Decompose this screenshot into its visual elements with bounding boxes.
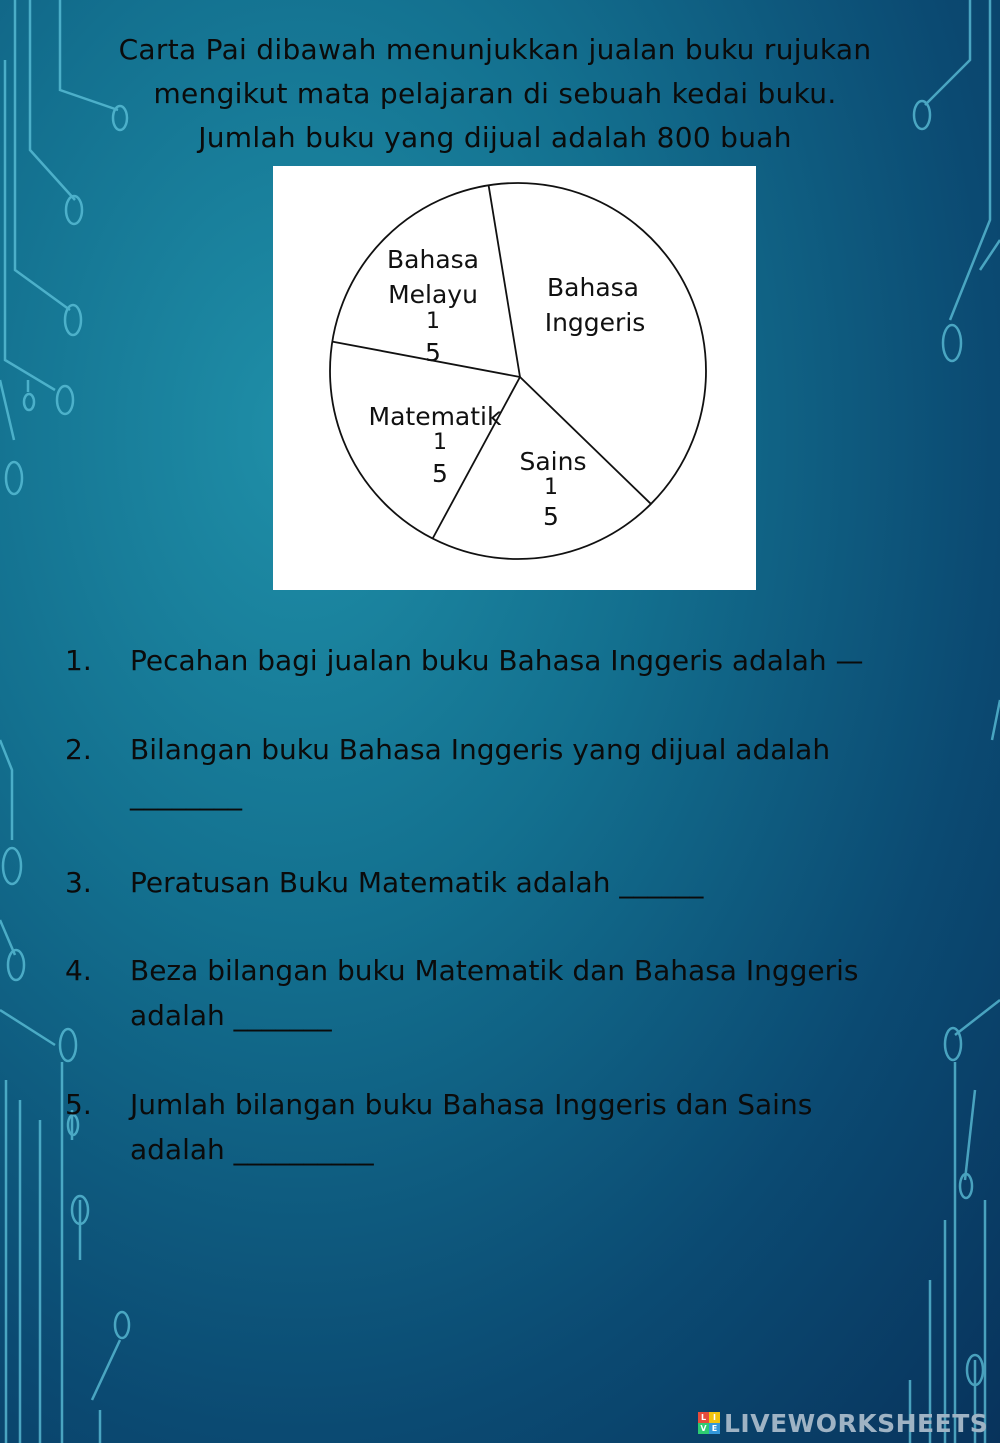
label-bahasa-inggeris-line1: Bahasa	[547, 273, 639, 302]
pie-chart	[273, 166, 756, 590]
question-1-text	[130, 638, 864, 683]
label-matematik-numerator: 1	[433, 430, 447, 455]
question-2-text	[130, 727, 830, 817]
question-5-number: 5.	[65, 1088, 92, 1121]
question-5-text	[130, 1082, 812, 1172]
logo-letter-e: E	[709, 1423, 720, 1434]
question-4-line1: Beza bilangan buku Matematik dan Bahasa Inggeris	[130, 954, 859, 987]
logo-letter-v: V	[698, 1423, 709, 1434]
label-sains-denominator: 5	[543, 502, 559, 531]
intro-paragraph	[60, 28, 930, 160]
intro-line-1: Carta Pai dibawah menunjukkan jualan buku rujukan	[118, 33, 872, 66]
question-3-line1[interactable]: Peratusan Buku Matematik adalah ______	[130, 866, 704, 899]
question-4-text	[130, 948, 859, 1038]
question-2-number: 2.	[65, 733, 92, 766]
question-1-number: 1.	[65, 644, 92, 677]
label-bahasa-melayu-denominator: 5	[425, 338, 441, 367]
logo-letter-i: I	[709, 1412, 720, 1423]
question-3-text[interactable]	[130, 860, 703, 905]
liveworksheets-logo-icon	[698, 1412, 720, 1434]
label-bahasa-inggeris-line2: Inggeris	[544, 308, 646, 337]
label-sains-numerator: 1	[544, 475, 558, 500]
logo-letter-l: L	[698, 1412, 709, 1423]
question-2-answer-blank[interactable]: ________	[130, 778, 242, 811]
label-bahasa-melayu-line2: Melayu	[388, 280, 478, 309]
liveworksheets-watermark[interactable]	[698, 1410, 988, 1436]
question-3-number: 3.	[65, 866, 92, 899]
label-bahasa-melayu-numerator: 1	[426, 309, 440, 334]
liveworksheets-logo-text: LIVEWORKSHEETS	[724, 1408, 989, 1438]
intro-line-2: mengikut mata pelajaran di sebuah kedai buku.	[153, 77, 837, 110]
question-5-line1: Jumlah bilangan buku Bahasa Inggeris dan Sains	[130, 1088, 813, 1121]
label-sains-line1: Sains	[519, 447, 587, 476]
question-1-line1: Pecahan bagi jualan buku Bahasa Inggeris adalah —	[130, 644, 864, 677]
label-bahasa-melayu-line1: Bahasa	[387, 245, 479, 274]
label-matematik-denominator: 5	[432, 459, 448, 488]
question-4-line2[interactable]: adalah _______	[130, 999, 332, 1032]
question-5-line2[interactable]: adalah __________	[130, 1133, 374, 1166]
pie-chart-panel	[273, 166, 756, 590]
label-matematik-line1: Matematik	[368, 402, 502, 431]
intro-line-3: Jumlah buku yang dijual adalah 800 buah	[198, 121, 792, 154]
question-2-line1: Bilangan buku Bahasa Inggeris yang dijual adalah	[130, 733, 831, 766]
question-4-number: 4.	[65, 954, 92, 987]
